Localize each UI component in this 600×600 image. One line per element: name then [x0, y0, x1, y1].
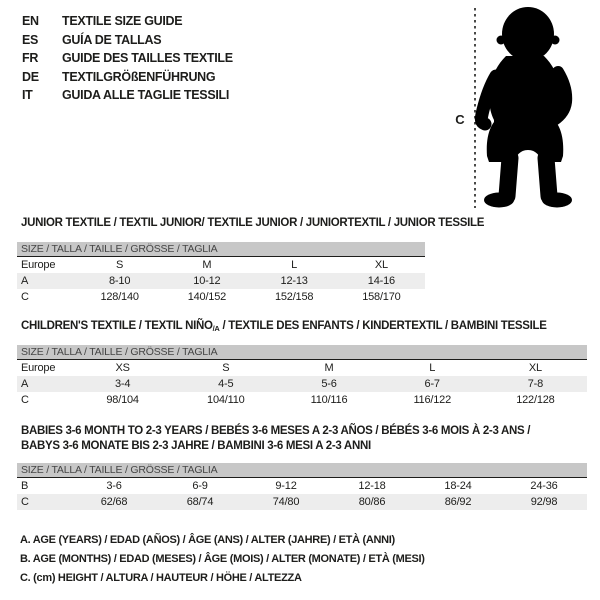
size-cell: 18-24 — [444, 480, 472, 492]
size-cell: 62/68 — [100, 496, 128, 508]
size-cell: 8-10 — [109, 275, 131, 287]
legend-line-b: B. AGE (MONTHS) / EDAD (MESES) / ÂGE (MOIS) / ALTER (MONATE) / ETÀ (MESI) — [20, 553, 425, 565]
size-cell: 12-13 — [280, 275, 308, 287]
size-cell: 86/92 — [444, 496, 472, 508]
height-measure-label: C — [455, 112, 465, 127]
title-line: BABYS 3-6 MONATE BIS 2-3 JAHRE / BAMBINI 3-6 MESI A 2-3 ANNI — [21, 440, 371, 452]
size-cell: M — [324, 362, 334, 374]
size-cell: 140/152 — [187, 291, 227, 303]
size-cell: 3-4 — [114, 378, 131, 390]
baby-figure — [440, 0, 600, 215]
size-cell: S — [116, 259, 124, 271]
children-size-table — [17, 345, 587, 408]
size-cell: 9-12 — [275, 480, 297, 492]
row-label: A — [21, 275, 29, 287]
language-row — [22, 12, 233, 31]
size-cell: 74/80 — [272, 496, 300, 508]
size-cell: 10-12 — [193, 275, 221, 287]
table-row-height — [17, 289, 425, 305]
junior-size-table — [17, 242, 425, 305]
title-text: / TEXTILE DES ENFANTS / KINDERTEXTIL / BAMBINI TESSILE — [219, 320, 547, 332]
size-cell: 24-36 — [530, 480, 558, 492]
table-row-europe — [17, 257, 425, 273]
size-cell: 12-18 — [358, 480, 386, 492]
size-cell: S — [222, 362, 230, 374]
size-cell: 98/104 — [106, 394, 139, 406]
row-label: C — [21, 496, 29, 508]
size-header-bar: SIZE / TALLA / TAILLE / GRÖSSE / TAGLIA — [17, 345, 587, 360]
language-code: EN — [22, 14, 39, 28]
table-row-age — [17, 273, 425, 289]
table-row-height — [17, 392, 587, 408]
size-cell: 128/140 — [100, 291, 139, 303]
size-cell: 158/170 — [362, 291, 401, 303]
size-cell: 80/86 — [358, 496, 386, 508]
row-label: C — [21, 394, 29, 406]
babies-section-title — [21, 424, 530, 454]
size-cell: 110/116 — [310, 394, 348, 406]
size-header-bar: SIZE / TALLA / TAILLE / GRÖSSE / TAGLIA — [17, 463, 587, 478]
size-cell: 152/158 — [274, 291, 314, 303]
language-row — [22, 49, 233, 68]
size-cell: 104/110 — [207, 394, 245, 406]
language-code: FR — [22, 51, 39, 65]
title-subscript: /A — [212, 324, 220, 333]
size-cell: XL — [374, 259, 388, 271]
language-title-list — [22, 12, 233, 105]
size-cell: 5-6 — [321, 378, 337, 390]
size-header-bar: SIZE / TALLA / TAILLE / GRÖSSE / TAGLIA — [17, 242, 425, 257]
table-row-age — [17, 376, 587, 392]
size-cell: XL — [528, 362, 542, 374]
size-cell: 6-7 — [424, 378, 440, 390]
size-cell: 3-6 — [106, 480, 122, 492]
size-cell: 14-16 — [367, 275, 395, 287]
junior-section-title: JUNIOR TEXTILE / TEXTIL JUNIOR/ TEXTILE JUNIOR / JUNIORTEXTIL / JUNIOR TESSILE — [21, 217, 485, 229]
language-label: GUIDA ALLE TAGLIE TESSILI — [62, 88, 230, 102]
legend-line-c: C. (cm) HEIGHT / ALTURA / HAUTEUR / HÖHE / ALTEZZA — [20, 572, 302, 584]
size-cell: L — [291, 259, 298, 271]
language-code: IT — [22, 88, 33, 102]
size-cell: 92/98 — [530, 496, 558, 508]
row-label: C — [21, 291, 29, 303]
table-row-age-months — [17, 478, 587, 494]
size-cell: L — [429, 362, 436, 374]
language-label: GUÍA DE TALLAS — [62, 32, 162, 47]
size-cell: 116/122 — [413, 394, 451, 406]
language-row — [22, 86, 233, 105]
language-code: ES — [22, 32, 39, 47]
language-label: TEXTILE SIZE GUIDE — [62, 14, 183, 28]
size-cell: 7-8 — [527, 378, 544, 390]
row-label: Europe — [21, 362, 56, 374]
size-cell: 6-9 — [192, 480, 208, 492]
title-text: CHILDREN'S TEXTILE / TEXTIL NIÑO — [21, 320, 213, 332]
language-row — [22, 68, 233, 87]
language-label: TEXTILGRÖßENFÜHRUNG — [62, 69, 216, 84]
legend-line-a: A. AGE (YEARS) / EDAD (AÑOS) / ÂGE (ANS) / ALTER (JAHRE) / ETÀ (ANNI) — [20, 534, 395, 546]
title-line: BABIES 3-6 MONTH TO 2-3 YEARS / BEBÉS 3-6 MESES A 2-3 AÑOS / BÉBÉS 3-6 MOIS À 2-3 ANS / — [21, 425, 531, 437]
size-cell: 122/128 — [516, 394, 555, 406]
language-row — [22, 31, 233, 50]
row-label: B — [21, 480, 29, 492]
table-row-height — [17, 494, 587, 510]
children-section-title — [21, 320, 547, 333]
measurement-legend — [20, 531, 425, 588]
size-cell: M — [202, 259, 212, 271]
babies-size-table — [17, 463, 587, 510]
baby-silhouette-icon — [481, 7, 572, 208]
row-label: A — [21, 378, 29, 390]
language-code: DE — [22, 69, 39, 84]
table-row-europe — [17, 360, 587, 376]
size-cell: 4-5 — [218, 378, 234, 390]
row-label: Europe — [21, 259, 56, 271]
size-cell: XS — [115, 362, 130, 374]
size-cell: 68/74 — [186, 496, 214, 508]
language-label: GUIDE DES TAILLES TEXTILE — [62, 51, 233, 65]
